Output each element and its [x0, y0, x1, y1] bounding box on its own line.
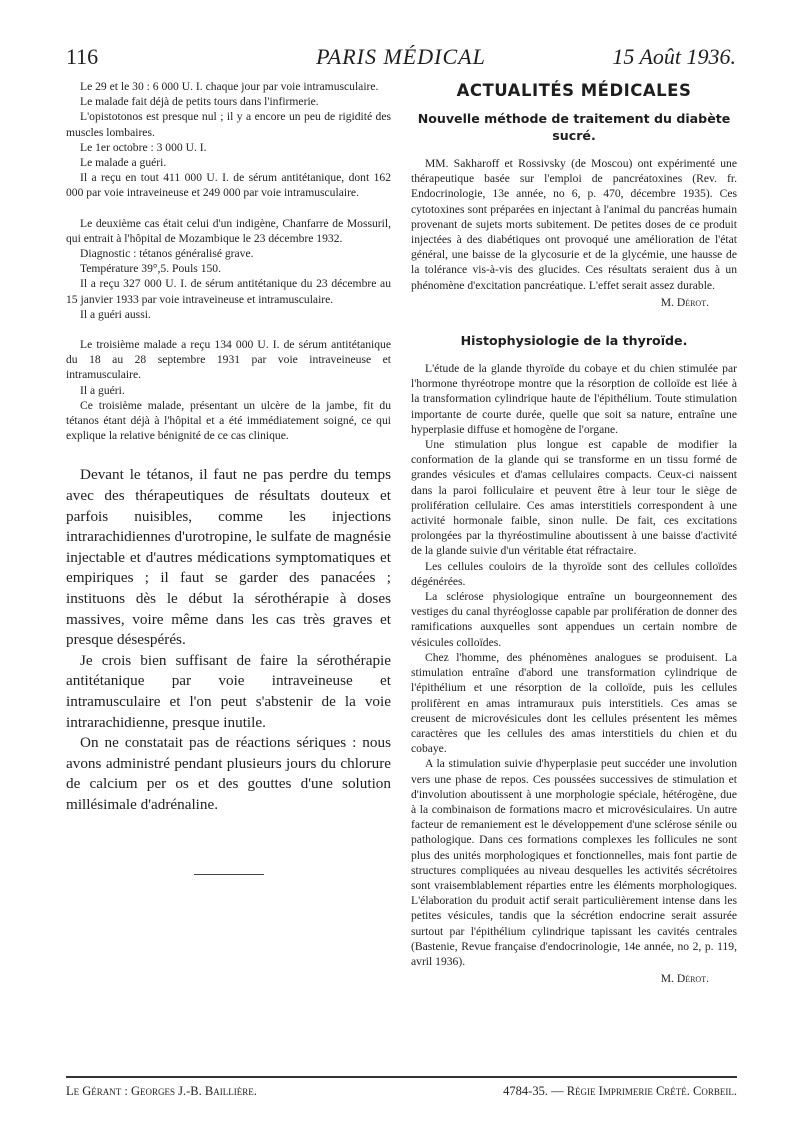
- case-paragraph: Le deuxième cas était celui d'un indigène, Chanfarre de Mossuril, qui entrait à l'hôpital de Mozambique le 23 décembre 1932.: [66, 216, 391, 245]
- footer-publisher: Le Gérant : Georges J.-B. Baillière.: [66, 1084, 257, 1098]
- left-column: [66, 79, 391, 875]
- article-title: Histophysiologie de la thyroïde.: [460, 333, 688, 349]
- case-paragraph: Le troisième malade a reçu 134 000 U. I. de sérum antitétanique du 18 au 28 septembre 1931 par voie intraveineuse et intramusculaire.: [66, 338, 391, 382]
- case-paragraph: Le malade a guéri.: [80, 156, 167, 170]
- conclusion-paragraph: Je crois bien suffisant de faire la sérothérapie antitétanique par voie intraveineuse et intramusculaire et l'on peut s'abstenir de la voie intrarachidienne, presque inutile.: [66, 651, 391, 731]
- case-paragraph: Il a guéri aussi.: [80, 307, 151, 321]
- case-paragraph: L'opistotonos est presque nul ; il y a encore un peu de rigidité des muscles lombaires.: [66, 110, 391, 139]
- case-paragraph: Le malade fait déjà de petits tours dans l'infirmerie.: [80, 95, 319, 109]
- issue-date: 15 Août 1936.: [612, 44, 736, 69]
- article-paragraph: Les cellules couloirs de la thyroïde sont des cellules colloïdes dégénérées.: [411, 559, 737, 588]
- divider: [194, 874, 264, 875]
- footer-rule: [66, 1076, 737, 1078]
- footer-printer: 4784-35. — Régie Imprimerie Crété. Corbeil.: [503, 1084, 737, 1098]
- article-body: [411, 361, 737, 986]
- case-paragraph: Le 1er octobre : 3 000 U. I.: [80, 140, 207, 154]
- case-notes: [66, 79, 391, 443]
- article-paragraph: La sclérose physiologique entraîne un bourgeonnement des vestiges du canal thyréoglosse capable par prolifération de donner des ramifications auxquelles sont appendues un certain nombre de vésicules colloïdes.: [411, 590, 737, 649]
- case-paragraph: Le 29 et le 30 : 6 000 U. I. chaque jour par voie intramusculaire.: [80, 80, 379, 93]
- case-paragraph: Température 39°,5. Pouls 150.: [80, 262, 221, 276]
- article-paragraph: Une stimulation plus longue est capable de modifier la conformation de la glande qui se transforme en un tissu formé de grandes vésicules et d'amas cellulaires compacts. Ceux-ci naissent dans la paroi folliculaire et peuvent être à leur tour le siège de prolifération cellulaire. Ces amas interstitiels correspondent à une activité hormonale faible, sinon nulle. De fait, ces excitations prolongées par la thyréostimuline aboutissent à une baisse d'activité de la glande suivie d'un véritable état réfractaire.: [411, 438, 737, 558]
- article-body: [411, 156, 737, 310]
- case-paragraph: Il a reçu 327 000 U. I. de sérum antitétanique du 23 décembre au 15 janvier 1933 par voie intraveineuse et intramusculaire.: [66, 277, 391, 306]
- article-signature: M. Dérot.: [660, 972, 709, 986]
- case-paragraph: Diagnostic : tétanos généralisé grave.: [80, 247, 254, 261]
- section-title: ACTUALITÉS MÉDICALES: [456, 81, 692, 100]
- conclusion-paragraph: Devant le tétanos, il faut ne pas perdre du temps avec des thérapeutiques de résultats douteux et parfois nuisibles, comme les injections intrarachidiennes d'urotropine, le sulfate de magnésie injectable et d'autres médications symptomatiques et empiriques ; il faut se garder des panacées ; instituons dès le début la sérothérapie à doses massives, voire même dans les cas très graves et presque désespérés.: [66, 466, 391, 649]
- article-paragraph: A la stimulation suivie d'hyperplasie peut succéder une involution vers une phase de repos. Ces poussées successives de stimulation et d'involution aboutissent à une morphologie spéciale, hétérogène, due à la combinaison de formations macro et microvésiculaires. Un autre facteur de remaniement est le développement d'une sclérose sénile ou pathologique. Dans ces formations complexes les follicules ne sont plus des unités morphologiques et fonctionnelles, mais font partie de structures compliquées au niveau desquelles les activités sécrétoires sont vraisemblablement réparties entre les éléments morphologiques. L'élaboration du produit actif serait particulièrement intense dans les petites vésicules, tandis que la sécrétion endocrine serait assurée surtout par l'épithélium cylindrique tapissant les cavités centrales (Bastenie, Revue française d'endocrinologie, 14e année, no 2, p. 119, avril 1936).: [411, 757, 737, 968]
- page-number: 116: [66, 44, 99, 69]
- conclusion: [66, 465, 391, 815]
- case-paragraph: Il a guéri.: [80, 383, 125, 397]
- article-paragraph: MM. Sakharoff et Rossivsky (de Moscou) ont expérimenté une thérapeutique basée sur l'emploi de pancréatoxines (Rev. fr. Endocrinologie, 13e année, no 6, p. 470, décembre 1935). Ces cytotoxines sont préparées en injectant à l'animal du pancréas humain provenant de sujets morts subitement. De petites doses de ce produit injectées à des diabétiques ont provoqué une amélioration de l'état général, une baisse de la glycosurie et de la glycémie, une hausse de la tolérance vis-à-vis des glucides. Ces résultats seraient dus à un phénomène d'excitation pancréatique. L'effet serait assez durable.: [411, 157, 737, 292]
- conclusion-paragraph: On ne constatait pas de réactions sériques : nous avons administré pendant plusieurs jours du chlorure de calcium per os et des gouttes d'une solution millésimale d'adrénaline.: [66, 734, 391, 813]
- page-header: [66, 44, 736, 74]
- case-paragraph: Il a reçu en tout 411 000 U. I. de sérum antitétanique, dont 162 000 par voie intraveineuse et 249 000 par voie intramusculaire.: [66, 171, 391, 200]
- article-paragraph: L'étude de la glande thyroïde du cobaye et du chien stimulée par l'hormone thyréotrope montre que la résorption de colloïde est liée à la transformation cylindrique haute de l'épithélium. Toute stimulation importante de courte durée, quelle que soit sa nature, entraîne une hyperplasie diffuse et homogène de l'organe.: [411, 362, 737, 436]
- article-title: Nouvelle méthode de traitement du diabète sucré.: [417, 111, 731, 143]
- right-column: [411, 79, 737, 986]
- case-paragraph: Ce troisième malade, présentant un ulcère de la jambe, fit du tétanos étant déjà à l'hôpital et a été immédiatement soigné, ce qui explique la relative bénignité de ce cas clinique.: [66, 398, 391, 443]
- article-paragraph: Chez l'homme, des phénomènes analogues se produisent. La stimulation entraîne d'abord une transformation cylindrique de l'épithélium et une résorption de la colloïde, puis les cellules prolifèrent en amas intramuraux puis interstitiels. Ces amas se creusent de microvésicules dont les cellules présentent les mêmes caractères que les cellules des amas interstitiels du chien et du cobaye.: [411, 650, 737, 756]
- journal-title: PARIS MÉDICAL: [316, 44, 486, 69]
- article-signature: M. Dérot.: [660, 295, 709, 309]
